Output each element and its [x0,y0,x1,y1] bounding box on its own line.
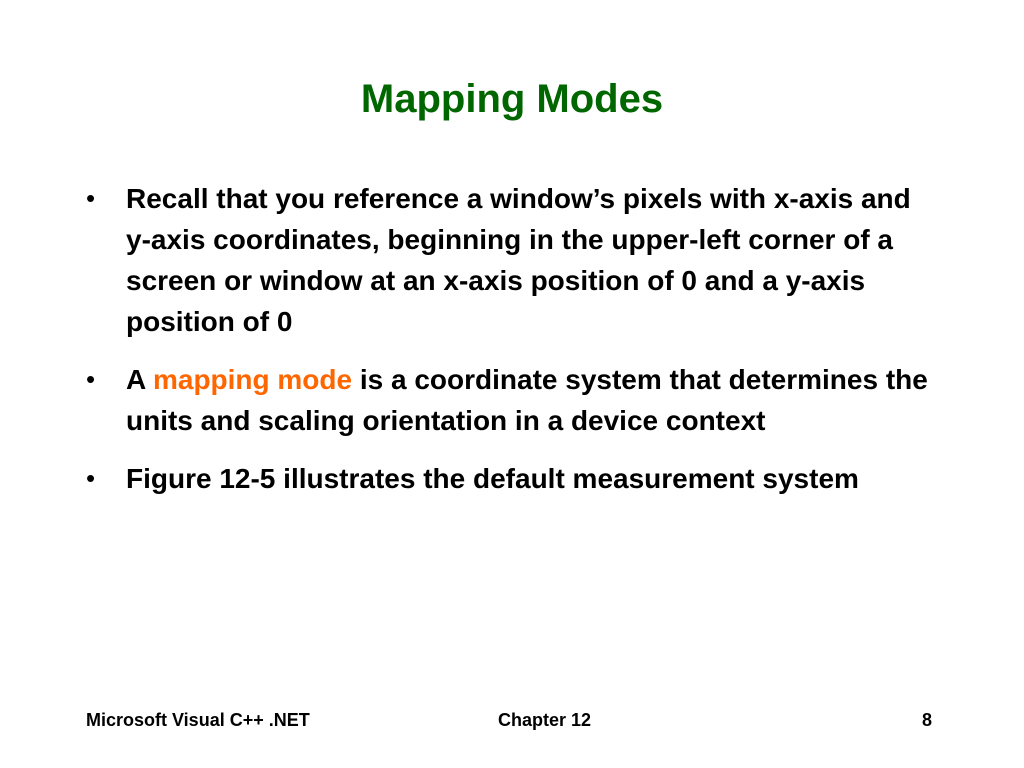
bullet-text: Recall that you reference a window’s pixels with x-axis and y-axis coordinates, beginning in the upper-left corner of a screen or window at an x-axis position of 0 and a y-axis position of 0 [126,183,911,337]
bullet-text-suffix: is a coordinate system that determines the units and scaling orientation in a device context [126,364,928,436]
highlighted-term: mapping mode [152,364,353,395]
bullet-icon: • [86,463,96,493]
footer-course-title: Microsoft Visual C++ .NET [86,710,310,730]
bullet-item-mapping-mode [86,359,936,441]
bullet-item-figure [86,458,936,499]
slide-title: Mapping Modes [360,77,664,121]
bullet-icon: • [86,364,96,394]
bullet-item-recall [86,178,936,342]
bullet-text-prefix: A [126,364,153,395]
bullet-icon: • [86,183,96,213]
bullet-list [86,178,936,516]
footer-page-number: 8 [922,710,933,730]
footer-chapter: Chapter 12 [498,710,592,730]
bullet-text: Figure 12-5 illustrates the default measurement system [126,463,859,494]
